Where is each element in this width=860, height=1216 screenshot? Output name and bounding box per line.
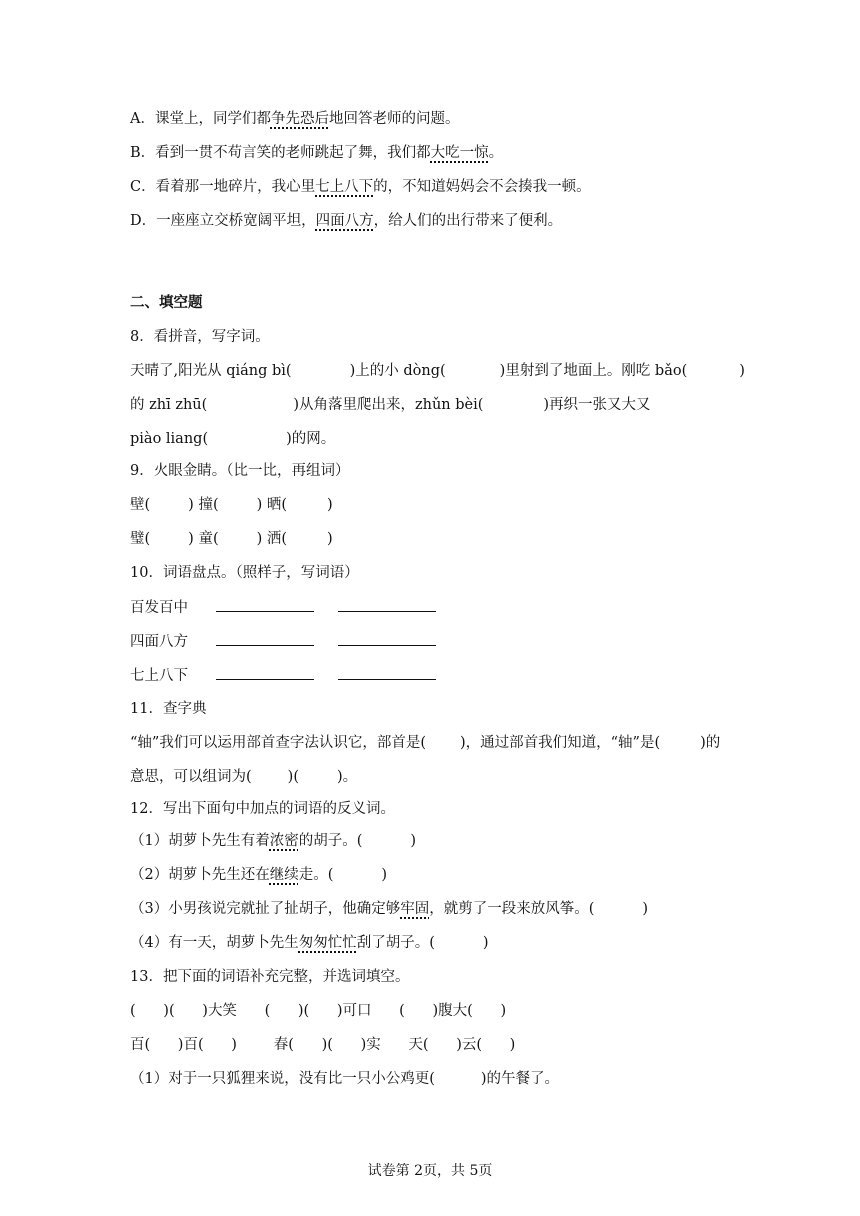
option-d-emphasis: 四面八方 — [315, 213, 374, 229]
section-title: 二、填空题 — [130, 295, 203, 311]
q9-char: ) — [327, 531, 333, 547]
option-c-text: C．看着那一地碎片，我心里 — [130, 179, 316, 195]
q8-line-3 — [130, 429, 335, 449]
q9-char: 壁( — [130, 497, 151, 513]
option-a-text-end: 地回答老师的问题。 — [328, 111, 460, 127]
q12-text: ) — [642, 901, 649, 917]
q9-row-1 — [130, 495, 333, 515]
option-c-emphasis: 七上八下 — [315, 179, 374, 195]
q9-char: ) 晒( — [256, 497, 288, 513]
q11-title: 11．查字典 — [130, 701, 207, 717]
q10-example: 四面八方 — [130, 634, 188, 650]
q8-line-1 — [130, 361, 745, 381]
q12-item — [130, 899, 648, 919]
q13-row-2: 百( )百( ) 春( )( )实 天( )云( ) — [130, 1037, 516, 1053]
answer-underline[interactable] — [216, 665, 314, 680]
option-c — [130, 177, 591, 197]
q12-text: ) — [381, 867, 388, 883]
q11-text: “轴”我们可以运用部首查字法认识它，部首是( — [130, 735, 426, 751]
option-b-text: B．看到一贯不苟言笑的老师跳起了舞，我们都 — [130, 145, 431, 161]
option-c-text-end: 的，不知道妈妈会不会揍我一顿。 — [373, 179, 591, 195]
q11-line-2 — [130, 767, 357, 787]
q11-text: )，通过部首我们知道，“轴”是( — [459, 735, 661, 751]
q9-char: ) 童( — [188, 531, 219, 547]
q11-text: )。 — [336, 769, 358, 785]
q12-emphasis: 牢固 — [400, 901, 430, 917]
q9-char: ) 撞( — [188, 497, 219, 513]
q9-char: ) 洒( — [256, 531, 288, 547]
q12-emphasis: 匆匆忙忙 — [298, 935, 357, 951]
q8-title: 8．看拼音，写字词。 — [130, 329, 270, 345]
q8-text: )的网。 — [286, 431, 336, 447]
q12-text: （2）胡萝卜先生还在 — [130, 867, 270, 883]
q12-title: 12．写出下面句中加点的词语的反义词。 — [130, 801, 395, 817]
q13-sub-1 — [130, 1069, 559, 1089]
q12-text: ) — [410, 833, 417, 849]
q9-title: 9．火眼金睛。（比一比，再组词） — [130, 463, 350, 479]
q12-text: ，就剪了一段来放风筝。( — [429, 901, 595, 917]
q10-row — [130, 631, 436, 652]
q8-text: )上的小 dòng( — [349, 363, 446, 379]
q12-item — [130, 831, 416, 851]
q10-example: 七上八下 — [130, 668, 188, 684]
answer-underline[interactable] — [216, 597, 314, 612]
option-a-emphasis: 争先恐后 — [270, 111, 329, 127]
q12-item — [130, 933, 489, 953]
q12-text: 走。( — [298, 867, 334, 883]
answer-underline[interactable] — [338, 665, 436, 680]
q10-title: 10．词语盘点。（照样子，写词语） — [130, 565, 359, 581]
answer-underline[interactable] — [338, 631, 436, 646]
q12-emphasis: 浓密 — [269, 833, 299, 849]
q11-text: 意思，可以组词为( — [130, 769, 252, 785]
option-b-text-end: 。 — [488, 145, 504, 161]
q8-line-2 — [130, 395, 651, 415]
q9-char: 璧( — [130, 531, 151, 547]
q13-title: 13．把下面的词语补充完整，并选词填空。 — [130, 969, 410, 985]
answer-underline[interactable] — [216, 631, 314, 646]
option-d-text-end: ，给人们的出行带来了便利。 — [373, 213, 563, 229]
q12-emphasis: 继续 — [269, 867, 299, 883]
q10-row — [130, 597, 436, 618]
option-d — [130, 211, 562, 231]
q10-row — [130, 665, 436, 686]
q11-text: )( — [287, 769, 299, 785]
option-b — [130, 143, 503, 163]
q8-text: 天晴了,阳光从 qiáng bì( — [130, 363, 292, 379]
q8-text: 的 zhī zhū( — [130, 397, 208, 413]
q12-text: （4）有一天，胡萝卜先生 — [130, 935, 299, 951]
q11-line-1 — [130, 733, 720, 753]
q8-text: piào liang( — [130, 431, 209, 447]
q8-text: )里射到了地面上。刚吃 bǎo( — [499, 363, 688, 379]
q11-text: )的 — [700, 735, 721, 751]
q12-text: （3）小男孩说完就扯了扯胡子，他确定够 — [130, 901, 401, 917]
q12-text: （1）胡萝卜先生有着 — [130, 833, 270, 849]
q9-char: ) — [327, 497, 333, 513]
option-d-text: D．一座座立交桥宽阔平坦， — [130, 213, 316, 229]
q9-row-2 — [130, 529, 333, 549]
q13-text: （1）对于一只狐狸来说，没有比一只小公鸡更( — [130, 1071, 435, 1087]
q12-item — [130, 865, 387, 885]
option-b-emphasis: 大吃一惊 — [430, 145, 489, 161]
q13-row-1: ( )( )大笑 ( )( )可口 ( )腹大( ) — [130, 1003, 507, 1019]
answer-underline[interactable] — [338, 597, 436, 612]
option-a — [130, 109, 459, 129]
q12-text: 的胡子。( — [298, 833, 363, 849]
page-footer: 试卷第 2页，共 5页 — [367, 1163, 493, 1179]
q12-text: ) — [482, 935, 489, 951]
q8-text: )从角落里爬出来，zhǔn bèi( — [293, 397, 484, 413]
q12-text: 刮了胡子。( — [356, 935, 435, 951]
q10-example: 百发百中 — [130, 600, 188, 616]
q8-text: )再织一张又大又 — [543, 397, 651, 413]
q8-text: ) — [739, 363, 745, 379]
q13-text: )的午餐了。 — [480, 1071, 560, 1087]
option-a-text: A．课堂上，同学们都 — [130, 111, 271, 127]
